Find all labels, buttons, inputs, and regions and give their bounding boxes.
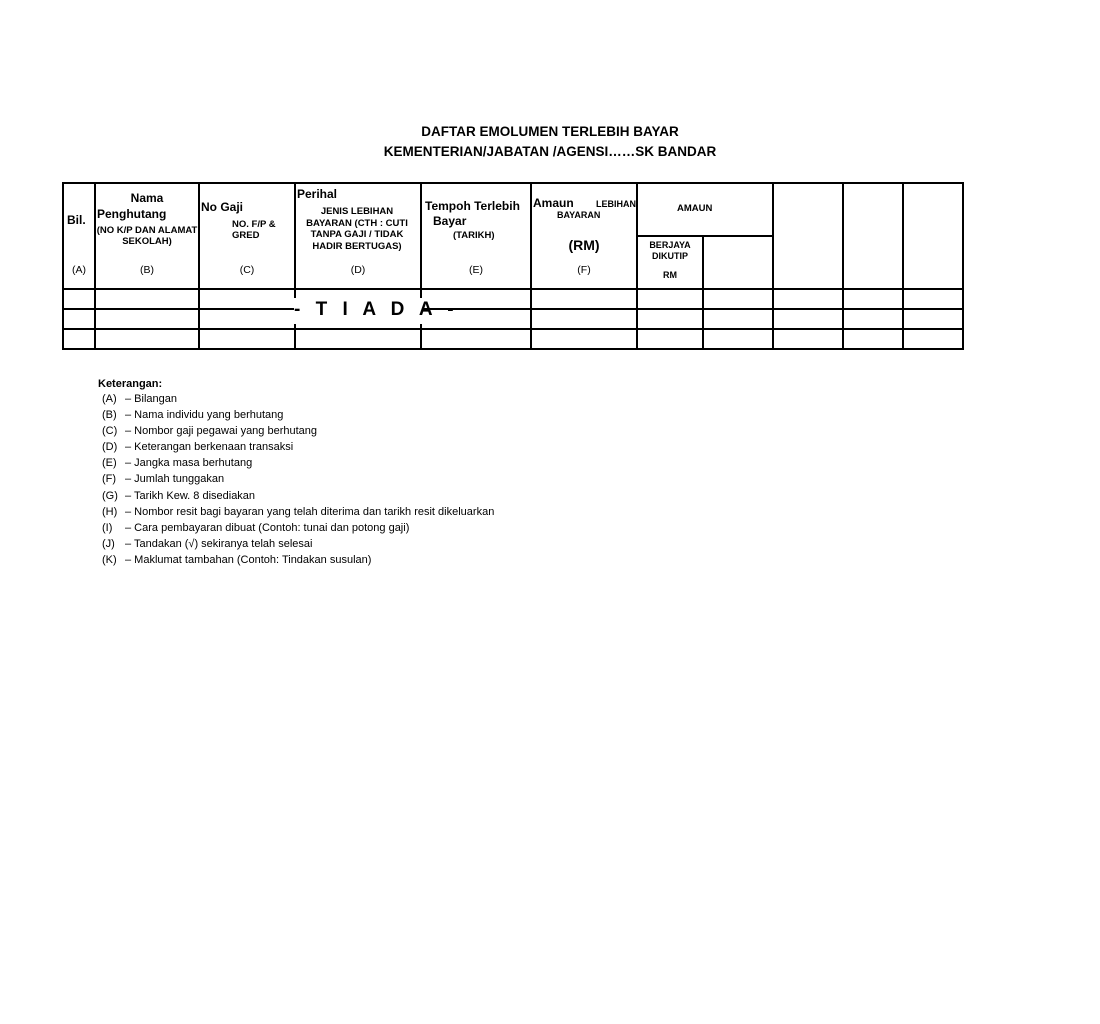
header-tempoh: Tempoh Terlebih Bayar (TARIKH) (E) (421, 183, 531, 289)
header-perihal: Perihal JENIS LEBIHAN BAYARAN (CTH : CUTI TANPA GAJI / TIDAK HADIR BERTUGAS) (D) (295, 183, 421, 289)
header-col-i (843, 183, 903, 289)
legend-item: (J) – Tandakan (√) sekiranya telah selesai (102, 537, 313, 550)
header-col-g2 (703, 236, 773, 289)
legend-item: (G) – Tarikh Kew. 8 disediakan (102, 489, 256, 502)
table-row (63, 309, 963, 329)
code-b: (B) (140, 264, 154, 276)
legend-item: (A) – Bilangan (102, 393, 177, 405)
legend (98, 378, 494, 568)
header-col-h (773, 183, 843, 289)
header-col-j (903, 183, 963, 289)
code-d: (D) (350, 264, 366, 276)
code-e: (E) (469, 264, 483, 276)
header-bil: Bil. (A) (63, 183, 95, 289)
header-berjaya-dikutip: BERJAYA DIKUTIP RM (637, 236, 703, 289)
overpayment-table (62, 182, 713, 352)
document-subtitle: KEMENTERIAN/JABATAN /AGENSI……SK BANDAR (383, 144, 717, 159)
legend-title: Keterangan: (98, 378, 163, 390)
empty-indicator: - T I A D A - (294, 299, 459, 320)
header-amaun: Amaun LEBIHAN BAYARAN (RM) (F) (531, 183, 637, 289)
legend-item: (I) – Cara pembayaran dibuat (Contoh: tunai dan potong gaji) (102, 521, 410, 534)
tiada-band (294, 298, 459, 324)
legend-item: (B) – Nama individu yang berhutang (102, 409, 284, 422)
document-title: DAFTAR EMOLUMEN TERLEBIH BAYAR (421, 124, 679, 139)
header-no-gaji: No Gaji NO. F/P & GRED (C) (199, 183, 295, 289)
legend-item: (D) – Keterangan berkenaan transaksi (102, 441, 294, 454)
header-amaun-kutip: AMAUN (637, 183, 773, 236)
code-c: (C) (239, 264, 255, 276)
legend-item: (E) – Jangka masa berhutang (102, 457, 253, 470)
table-row (63, 289, 963, 309)
legend-item: (H) – Nombor resit bagi bayaran yang telah diterima dan tarikh resit dikeluarkan (102, 505, 495, 518)
legend-item: (C) – Nombor gaji pegawai yang berhutang (102, 425, 318, 438)
table-row (63, 329, 963, 349)
header-nama-penghutang: Nama Penghutang (NO K/P DAN ALAMAT SEKOLAH) (B) (95, 183, 199, 289)
code-f: (F) (577, 264, 591, 276)
legend-item: (K) – Maklumat tambahan (Contoh: Tindakan susulan) (102, 553, 372, 566)
code-a: (A) (72, 264, 86, 276)
legend-item: (F) – Jumlah tunggakan (102, 473, 225, 486)
